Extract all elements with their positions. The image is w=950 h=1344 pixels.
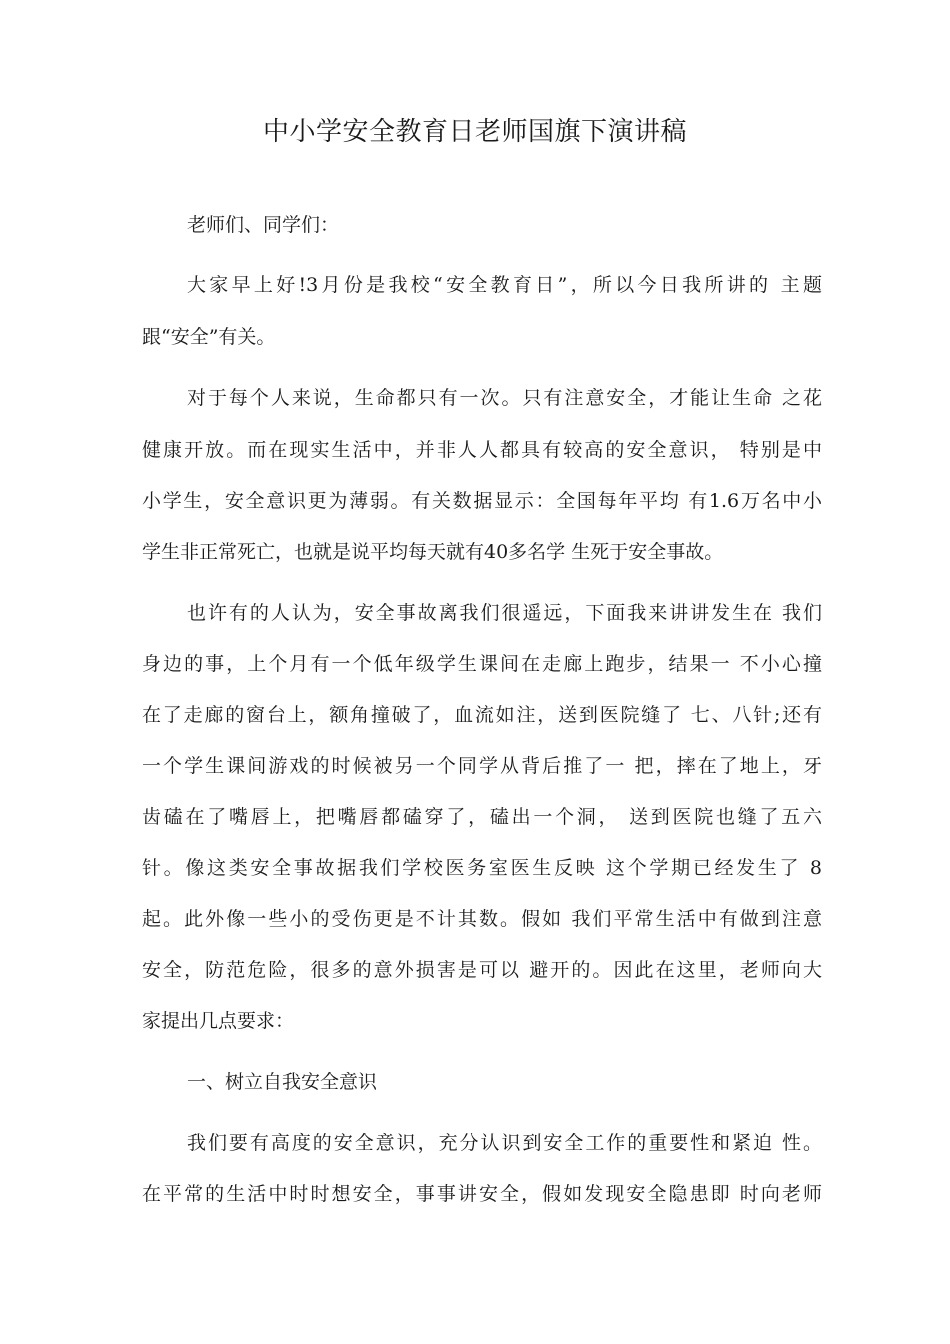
paragraph-line: 家提出几点要求： [142,1010,295,1032]
paragraph-line: 身边的事，上个月有一个低年级学生课间在走廊上跑步，结果一 不小心撞 [142,653,822,675]
paragraph-line: 健康开放。而在现实生活中，并非人人都具有较高的安全意识， 特别是中 [142,439,822,461]
paragraph-line: 齿磕在了嘴唇上，把嘴唇都磕穿了，磕出一个洞， 送到医院也缝了五六 [142,806,822,828]
paragraph-line: 在了走廊的窗台上，额角撞破了，血流如注，送到医院缝了 七、八针;还有 [142,704,822,726]
paragraph-line: 也许有的人认为，安全事故离我们很遥远，下面我来讲讲发生在 我们 [187,602,822,624]
paragraph-line: 对于每个人来说，生命都只有一次。只有注意安全，才能让生命 之花 [187,387,822,409]
greeting-line: 老师们、同学们： [187,214,340,236]
paragraph-line: 安全，防范危险，很多的意外损害是可以 避开的。因此在这里，老师向大 [142,959,822,981]
paragraph-line: 一个学生课间游戏的时候被另一个同学从背后推了一 把，摔在了地上，牙 [142,755,822,777]
paragraph-line: 大家早上好!3月份是我校“安全教育日”，所以今日我所讲的 主题 [187,274,822,296]
paragraph-line: 小学生，安全意识更为薄弱。有关数据显示：全国每年平均 有1.6万名中小 [142,490,822,512]
paragraph-line: 跟“安全”有关。 [142,326,276,348]
document-title: 中小学安全教育日老师国旗下演讲稿 [262,117,687,147]
paragraph-line: 针。像这类安全事故据我们学校医务室医生反映 这个学期已经发生了 8 [142,857,822,879]
paragraph-line: 我们要有高度的安全意识，充分认识到安全工作的重要性和紧迫 性。 [187,1132,822,1154]
paragraph-line: 在平常的生活中时时想安全，事事讲安全，假如发现安全隐患即 时向老师 [142,1183,822,1205]
paragraph-line: 起。此外像一些小的受伤更是不计其数。假如 我们平常生活中有做到注意 [142,908,822,930]
section-heading: 一、树立自我安全意识 [187,1071,378,1093]
paragraph-line: 学生非正常死亡，也就是说平均每天就有40多名学 生死于安全事故。 [142,541,724,563]
